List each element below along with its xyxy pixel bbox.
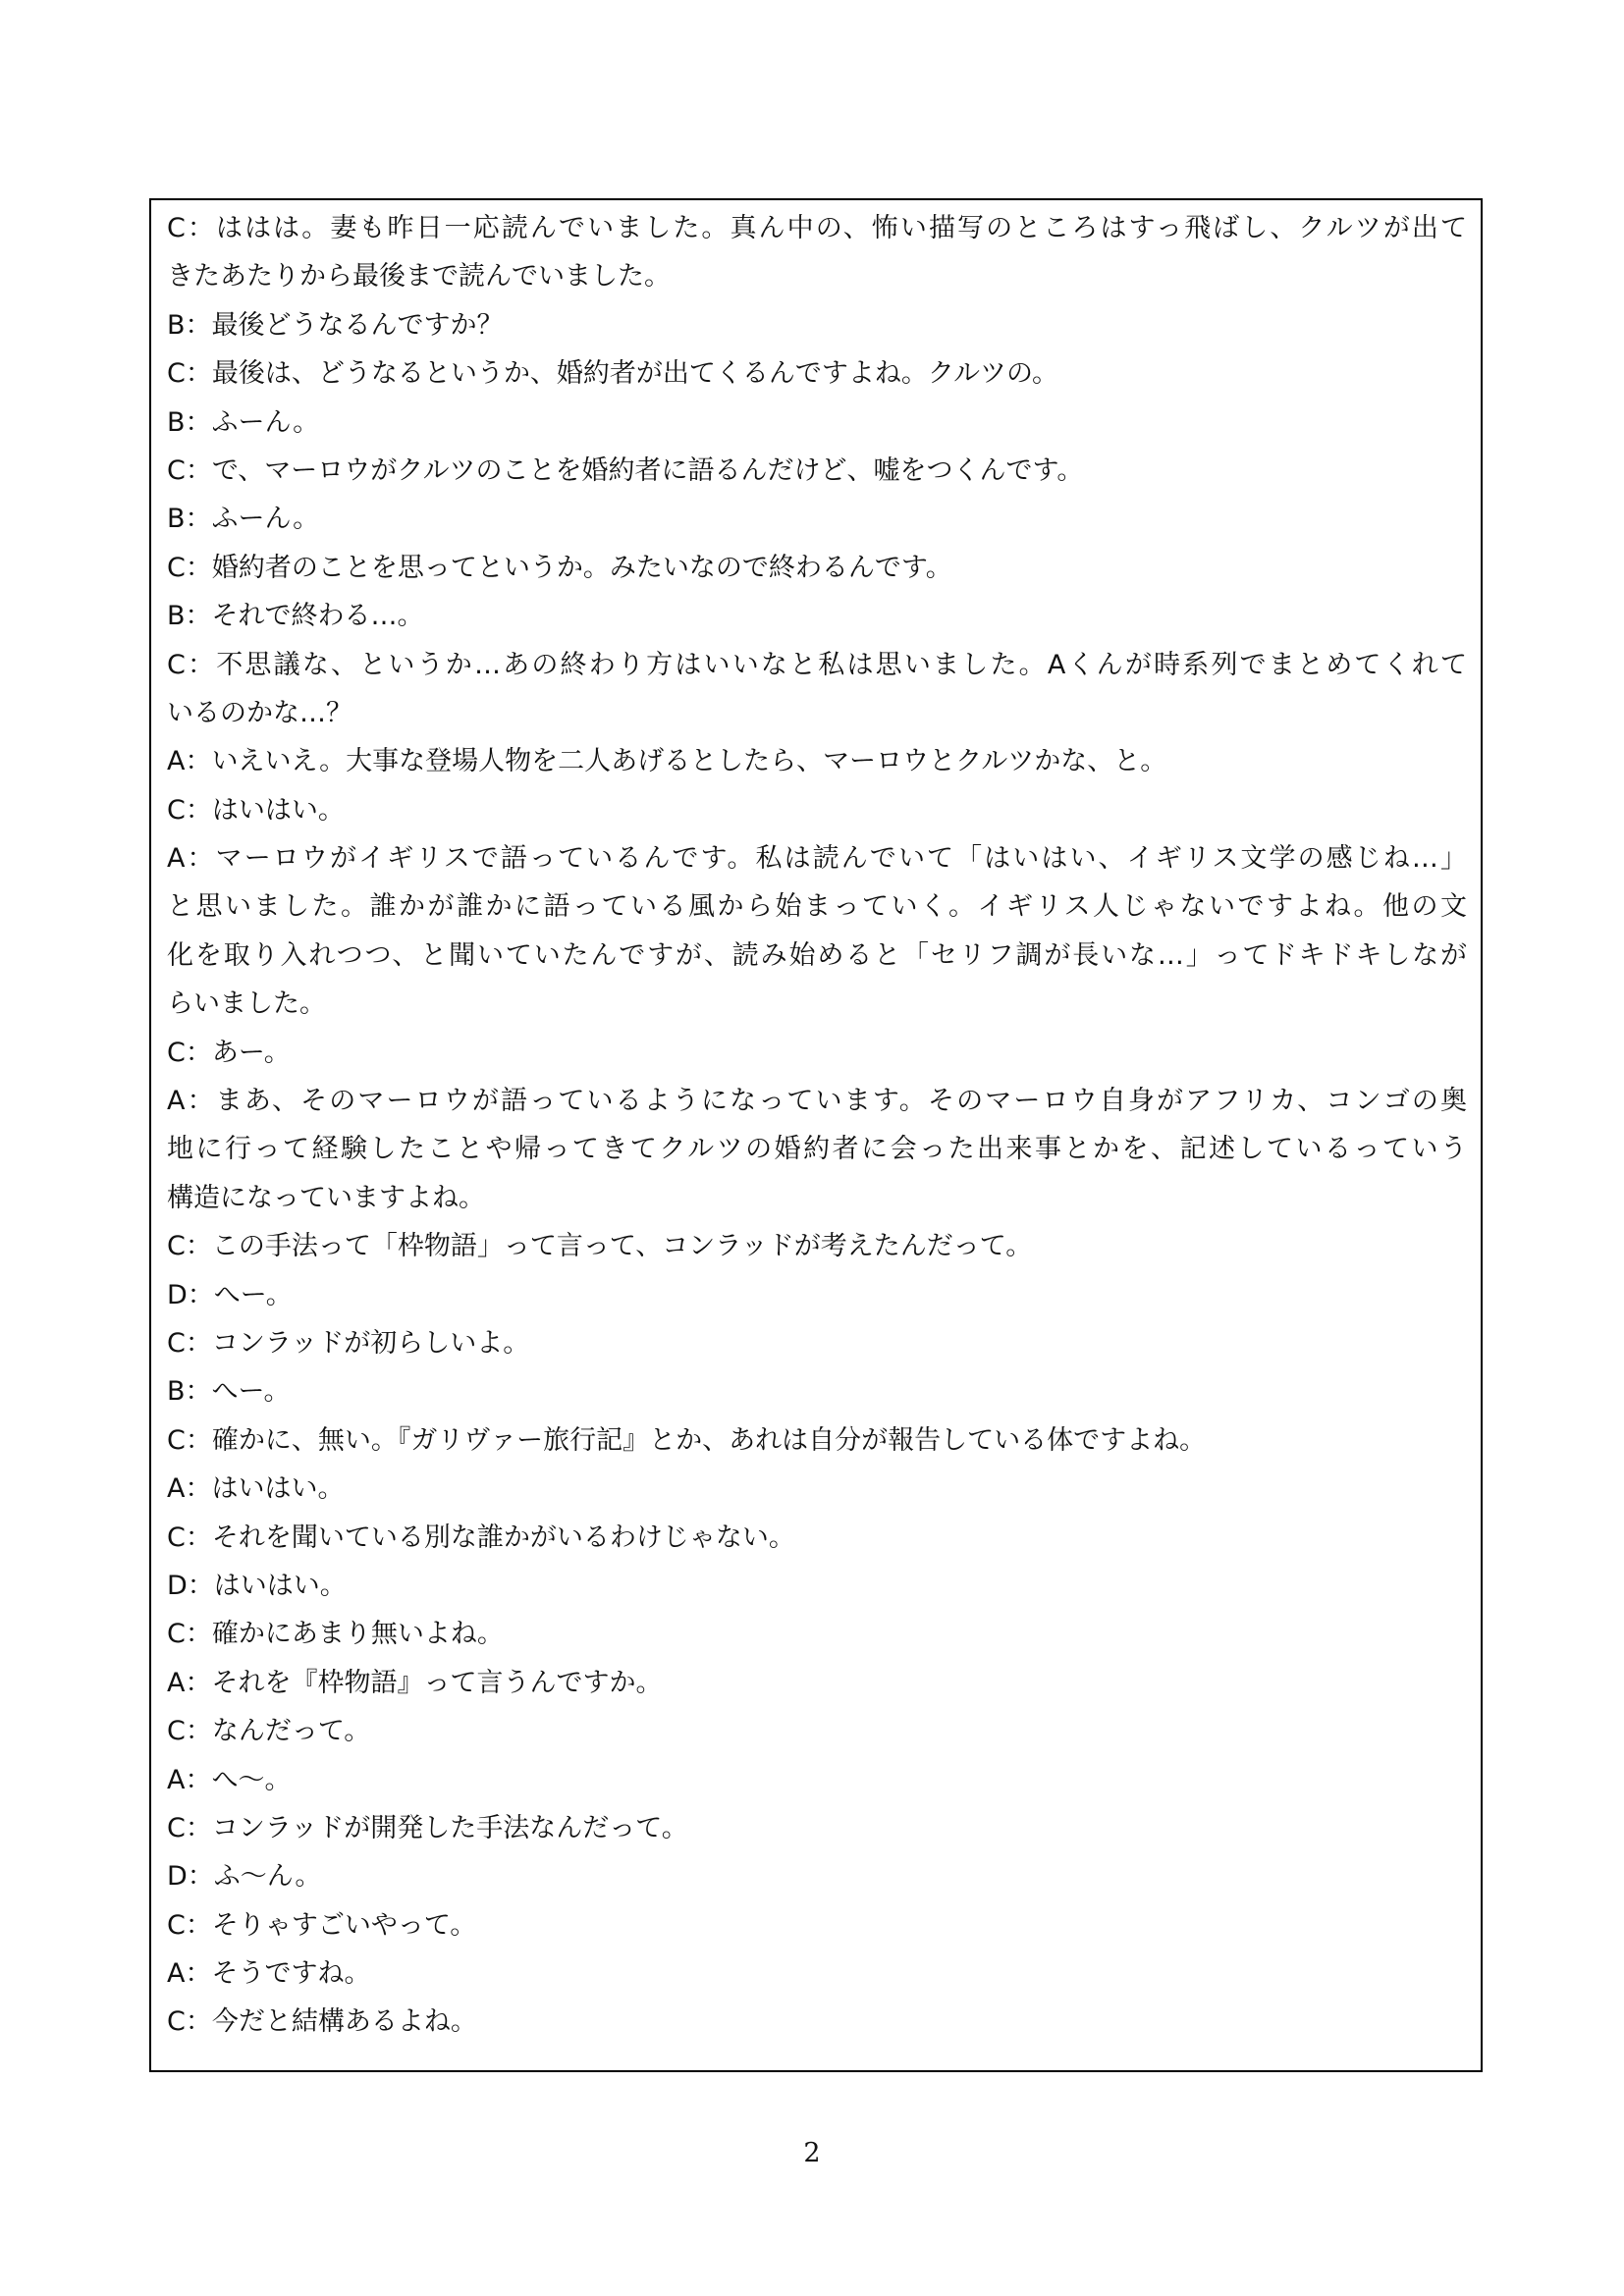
dialogue-line: 地に行って経験したことや帰ってきてクルツの婚約者に会った出来事とかを、記述しているっていう	[167, 1134, 1467, 1165]
dialogue-line: C：なんだって。	[167, 1716, 371, 1747]
page-number: 2	[803, 2138, 821, 2168]
dialogue-line: A：いえいえ。大事な登場人物を二人あげるとしたら、マーロウとクルツかな、と。	[167, 746, 1167, 777]
dialogue-line: C：そりゃすごいやって。	[167, 1909, 477, 1941]
dialogue-line: C：今だと結構あるよね。	[167, 2006, 477, 2038]
dialogue-line: B：それで終わる…。	[167, 601, 424, 632]
dialogue-line: C：それを聞いている別な誰かがいるわけじゃない。	[167, 1522, 795, 1553]
dialogue-line: らいました。	[167, 988, 326, 1020]
dialogue-line: A：そうですね。	[167, 1958, 371, 1990]
dialogue-line: C：で、マーロウがクルツのことを婚約者に語るんだけど、嘘をつくんです。	[167, 454, 1084, 486]
dialogue-box	[149, 198, 1483, 2072]
dialogue-line: 構造になっていますよね。	[167, 1182, 485, 1213]
dialogue-line: 化を取り入れつつ、と聞いていたんですが、読み始めると「セリフ調が長いな…」ってドキドキしなが	[167, 939, 1467, 971]
dialogue-line: C：最後は、どうなるというか、婚約者が出てくるんですよね。クルツの。	[167, 358, 1058, 390]
dialogue-line: D：はいはい。	[167, 1570, 347, 1601]
dialogue-line: C：不思議な、というか…あの終わり方はいいなと私は思いました。Aくんが時系列でまとめてくれて	[167, 649, 1467, 680]
dialogue-line: と思いました。誰かが誰かに語っている風から始まっていく。イギリス人じゃないですよね。他の文	[167, 891, 1467, 923]
dialogue-line: C：コンラッドが初らしいよ。	[167, 1327, 530, 1359]
dialogue-line: A：マーロウがイギリスで語っているんです。私は読んでいて「はいはい、イギリス文学の感じね…」	[167, 843, 1467, 875]
dialogue-line: C：この手法って「枠物語」って言って、コンラッドが考えたんだって。	[167, 1231, 1033, 1262]
dialogue-line: きたあたりから最後まで読んでいました。	[167, 261, 671, 293]
dialogue-line: A：はいはい。	[167, 1473, 345, 1505]
dialogue-line: C：婚約者のことを思ってというか。みたいなので終わるんです。	[167, 552, 952, 583]
dialogue-line: C：はいはい。	[167, 794, 345, 826]
dialogue-line: D：ふ～ん。	[167, 1861, 322, 1893]
dialogue-line: B：ふーん。	[167, 504, 320, 535]
dialogue-line: いるのかな…？	[167, 697, 352, 728]
dialogue-line: C：コンラッドが開発した手法なんだって。	[167, 1812, 688, 1843]
dialogue-line: B：へー。	[167, 1376, 291, 1408]
dialogue-line: A：それを『枠物語』って言うんですか。	[167, 1667, 663, 1698]
dialogue-line: C：ははは。妻も昨日一応読んでいました。真ん中の、怖い描写のところはすっ飛ばし、クルツが出て	[167, 213, 1467, 243]
dialogue-line: D：へー。	[167, 1279, 293, 1310]
dialogue-line: B：最後どうなるんですか？	[167, 309, 504, 341]
dialogue-line: C：確かに、無い。『ガリヴァー旅行記』とか、あれは自分が報告している体ですよね。	[167, 1424, 1207, 1456]
dialogue-line: B：ふーん。	[167, 406, 320, 438]
dialogue-line: C：あー。	[167, 1037, 291, 1068]
dialogue-line: C：確かにあまり無いよね。	[167, 1619, 504, 1650]
dialogue-line: A：まあ、そのマーロウが語っているようになっています。そのマーロウ自身がアフリカ、コンゴの奥	[167, 1086, 1467, 1117]
dialogue-line: A：へ～。	[167, 1764, 292, 1795]
